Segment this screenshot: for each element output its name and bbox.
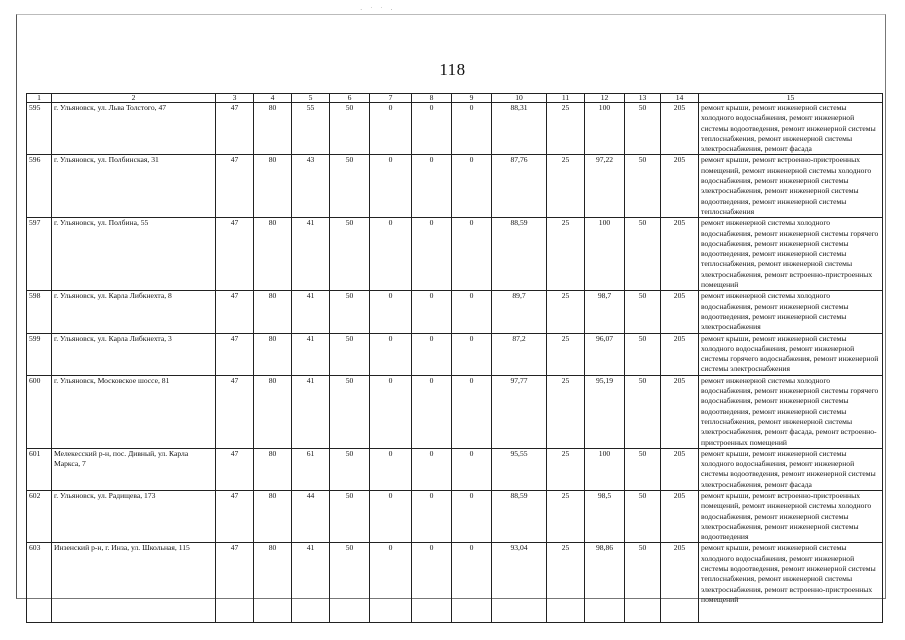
value-cell: 25 <box>547 448 585 490</box>
row-number: 599 <box>27 333 52 375</box>
value-cell: 41 <box>292 218 330 291</box>
value-cell: 50 <box>625 103 661 155</box>
column-header: 15 <box>699 94 883 103</box>
value-cell: 205 <box>661 103 699 155</box>
value-cell: 50 <box>625 155 661 218</box>
value-cell: 47 <box>216 291 254 333</box>
address-cell: г. Ульяновск, Московское шоссе, 81 <box>52 375 216 448</box>
value-cell: 50 <box>330 218 370 291</box>
value-cell: 0 <box>412 155 452 218</box>
table-row <box>27 448 883 490</box>
value-cell: 50 <box>625 490 661 542</box>
table-row <box>27 333 883 375</box>
value-cell: 55 <box>292 103 330 155</box>
value-cell: 0 <box>370 103 412 155</box>
value-cell: 50 <box>330 375 370 448</box>
value-cell: 80 <box>254 155 292 218</box>
value-cell: 97,77 <box>492 375 547 448</box>
value-cell: 25 <box>547 103 585 155</box>
value-cell: 47 <box>216 155 254 218</box>
row-number: 595 <box>27 103 52 155</box>
value-cell: 0 <box>452 490 492 542</box>
value-cell: 25 <box>547 155 585 218</box>
value-cell: 25 <box>547 291 585 333</box>
column-header: 10 <box>492 94 547 103</box>
value-cell: 47 <box>216 490 254 542</box>
value-cell: 80 <box>254 490 292 542</box>
row-number: 602 <box>27 490 52 542</box>
value-cell: 89,7 <box>492 291 547 333</box>
value-cell: 100 <box>585 103 625 155</box>
value-cell: 205 <box>661 448 699 490</box>
value-cell: 47 <box>216 218 254 291</box>
value-cell: 0 <box>412 333 452 375</box>
column-header: 1 <box>27 94 52 103</box>
row-number: 600 <box>27 375 52 448</box>
value-cell: 50 <box>625 291 661 333</box>
column-number-header-row <box>27 94 883 103</box>
value-cell: 80 <box>254 375 292 448</box>
column-header: 9 <box>452 94 492 103</box>
value-cell: 47 <box>216 543 254 623</box>
value-cell: 50 <box>330 103 370 155</box>
value-cell: 0 <box>412 103 452 155</box>
value-cell: 50 <box>330 155 370 218</box>
value-cell: 88,59 <box>492 490 547 542</box>
works-cell: ремонт инженерной системы холодного водоснабжения, ремонт инженерной системы горячего водоснабжения, ремонт инженерной системы водоотведения, ремонт инженерной системы теплоснабжения, ремонт инженерной системы электроснабжения, ремонт фасада, ремонт встроенно-пристроенных помещений <box>699 375 883 448</box>
value-cell: 98,7 <box>585 291 625 333</box>
value-cell: 95,55 <box>492 448 547 490</box>
column-header: 5 <box>292 94 330 103</box>
value-cell: 0 <box>452 103 492 155</box>
value-cell: 0 <box>452 291 492 333</box>
value-cell: 80 <box>254 218 292 291</box>
value-cell: 0 <box>412 218 452 291</box>
value-cell: 205 <box>661 490 699 542</box>
value-cell: 47 <box>216 103 254 155</box>
column-header: 11 <box>547 94 585 103</box>
value-cell: 41 <box>292 333 330 375</box>
value-cell: 0 <box>412 375 452 448</box>
value-cell: 95,19 <box>585 375 625 448</box>
value-cell: 50 <box>625 543 661 623</box>
repair-register-table <box>26 93 883 623</box>
value-cell: 80 <box>254 333 292 375</box>
value-cell: 98,86 <box>585 543 625 623</box>
value-cell: 96,07 <box>585 333 625 375</box>
value-cell: 0 <box>370 375 412 448</box>
value-cell: 0 <box>412 543 452 623</box>
value-cell: 41 <box>292 291 330 333</box>
works-cell: ремонт крыши, ремонт инженерной системы холодного водоснабжения, ремонт инженерной системы водоотведения, ремонт инженерной системы электроснабжения, ремонт фасада <box>699 448 883 490</box>
row-number: 603 <box>27 543 52 623</box>
address-cell: г. Ульяновск, ул. Карла Либкнехта, 3 <box>52 333 216 375</box>
scan-artifacts: · ˙ ˙ · <box>360 6 396 14</box>
value-cell: 205 <box>661 291 699 333</box>
column-header: 7 <box>370 94 412 103</box>
value-cell: 97,22 <box>585 155 625 218</box>
value-cell: 0 <box>370 218 412 291</box>
row-number: 597 <box>27 218 52 291</box>
value-cell: 100 <box>585 218 625 291</box>
value-cell: 88,59 <box>492 218 547 291</box>
value-cell: 41 <box>292 375 330 448</box>
value-cell: 87,76 <box>492 155 547 218</box>
value-cell: 25 <box>547 375 585 448</box>
column-header: 2 <box>52 94 216 103</box>
table-row <box>27 103 883 155</box>
value-cell: 98,5 <box>585 490 625 542</box>
value-cell: 205 <box>661 218 699 291</box>
value-cell: 25 <box>547 333 585 375</box>
value-cell: 50 <box>330 543 370 623</box>
value-cell: 205 <box>661 333 699 375</box>
table-row <box>27 375 883 448</box>
value-cell: 50 <box>330 490 370 542</box>
value-cell: 25 <box>547 543 585 623</box>
value-cell: 205 <box>661 375 699 448</box>
value-cell: 0 <box>452 333 492 375</box>
column-header: 13 <box>625 94 661 103</box>
value-cell: 80 <box>254 543 292 623</box>
value-cell: 47 <box>216 448 254 490</box>
column-header: 8 <box>412 94 452 103</box>
value-cell: 0 <box>412 291 452 333</box>
value-cell: 88,31 <box>492 103 547 155</box>
value-cell: 50 <box>330 291 370 333</box>
value-cell: 25 <box>547 218 585 291</box>
value-cell: 41 <box>292 543 330 623</box>
value-cell: 93,04 <box>492 543 547 623</box>
address-cell: Мелекесский р-н, пос. Дивный, ул. Карла Маркса, 7 <box>52 448 216 490</box>
row-number: 596 <box>27 155 52 218</box>
value-cell: 0 <box>370 448 412 490</box>
value-cell: 0 <box>370 291 412 333</box>
value-cell: 205 <box>661 155 699 218</box>
value-cell: 80 <box>254 103 292 155</box>
value-cell: 61 <box>292 448 330 490</box>
works-cell: ремонт крыши, ремонт встроенно-пристроенных помещений, ремонт инженерной системы холодного водоснабжения, ремонт инженерной системы электроснабжения, ремонт инженерной системы водоотведения, ремонт инженерной системы теплоснабжения <box>699 155 883 218</box>
page-number: 118 <box>439 60 466 79</box>
works-cell: ремонт крыши, ремонт встроенно-пристроенных помещений, ремонт инженерной системы холодного водоснабжения, ремонт инженерной системы электроснабжения, ремонт инженерной системы водоотведения <box>699 490 883 542</box>
works-cell: ремонт крыши, ремонт инженерной системы холодного водоснабжения, ремонт инженерной системы водоотведения, ремонт инженерной системы теплоснабжения, ремонт инженерной системы электроснабжения, ремонт встроенно-пристроенных помещений <box>699 543 883 623</box>
value-cell: 0 <box>370 155 412 218</box>
value-cell: 0 <box>452 218 492 291</box>
table-row <box>27 543 883 623</box>
value-cell: 0 <box>370 543 412 623</box>
value-cell: 0 <box>452 155 492 218</box>
works-cell: ремонт инженерной системы холодного водоснабжения, ремонт инженерной системы водоотведения, ремонт инженерной системы электроснабжения <box>699 291 883 333</box>
value-cell: 0 <box>370 490 412 542</box>
works-cell: ремонт крыши, ремонт инженерной системы холодного водоснабжения, ремонт инженерной системы горячего водоснабжения, ремонт инженерной системы электроснабжения <box>699 333 883 375</box>
value-cell: 0 <box>370 333 412 375</box>
column-header: 14 <box>661 94 699 103</box>
value-cell: 0 <box>452 375 492 448</box>
value-cell: 50 <box>625 375 661 448</box>
value-cell: 205 <box>661 543 699 623</box>
value-cell: 0 <box>412 490 452 542</box>
value-cell: 50 <box>625 218 661 291</box>
row-number: 598 <box>27 291 52 333</box>
address-cell: г. Ульяновск, ул. Полбина, 55 <box>52 218 216 291</box>
value-cell: 25 <box>547 490 585 542</box>
address-cell: г. Ульяновск, ул. Льва Толстого, 47 <box>52 103 216 155</box>
column-header: 4 <box>254 94 292 103</box>
row-number: 601 <box>27 448 52 490</box>
works-cell: ремонт крыши, ремонт инженерной системы холодного водоснабжения, ремонт инженерной системы водоотведения, ремонт инженерной системы теплоснабжения, ремонт инженерной системы электроснабжения, ремонт фасада <box>699 103 883 155</box>
column-header: 6 <box>330 94 370 103</box>
value-cell: 0 <box>452 543 492 623</box>
address-cell: г. Ульяновск, ул. Полбинская, 31 <box>52 155 216 218</box>
value-cell: 47 <box>216 375 254 448</box>
value-cell: 0 <box>452 448 492 490</box>
value-cell: 80 <box>254 448 292 490</box>
table-row <box>27 155 883 218</box>
value-cell: 44 <box>292 490 330 542</box>
value-cell: 50 <box>625 333 661 375</box>
table-row <box>27 291 883 333</box>
column-header: 3 <box>216 94 254 103</box>
value-cell: 50 <box>625 448 661 490</box>
value-cell: 80 <box>254 291 292 333</box>
value-cell: 0 <box>412 448 452 490</box>
value-cell: 50 <box>330 333 370 375</box>
column-header: 12 <box>585 94 625 103</box>
value-cell: 100 <box>585 448 625 490</box>
address-cell: г. Ульяновск, ул. Радищева, 173 <box>52 490 216 542</box>
address-cell: Инзенский р-н, г. Инза, ул. Школьная, 115 <box>52 543 216 623</box>
value-cell: 47 <box>216 333 254 375</box>
works-cell: ремонт инженерной системы холодного водоснабжения, ремонт инженерной системы горячего водоснабжения, ремонт инженерной системы водоотведения, ремонт инженерной системы теплоснабжения, ремонт инженерной системы электроснабжения, ремонт встроенно-пристроенных помещений <box>699 218 883 291</box>
table-row <box>27 490 883 542</box>
value-cell: 87,2 <box>492 333 547 375</box>
address-cell: г. Ульяновск, ул. Карла Либкнехта, 8 <box>52 291 216 333</box>
table-row <box>27 218 883 291</box>
value-cell: 43 <box>292 155 330 218</box>
value-cell: 50 <box>330 448 370 490</box>
